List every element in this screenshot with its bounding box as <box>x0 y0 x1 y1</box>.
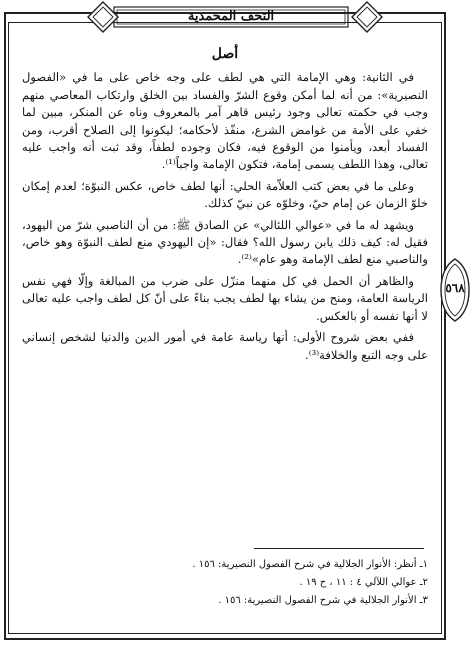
footnote: ١ـ أنظر: الأنوار الجلالية في شرح الفصول النصيرية: ١٥٦ . <box>192 559 428 570</box>
running-header-title: التحف المحمدية <box>187 9 275 24</box>
paragraph: وعلى ما في بعض كتب العلاّمة الحلي: أنها لطف خاص، عكس النبوّة؛ لعدم إمكان خلوّ الزمان عن إمام حيّ، وخلوّه عن نبيّ كذلك. <box>22 178 428 211</box>
page-body <box>22 46 428 368</box>
footnote: ٢ـ عوالي اللآلي ٤ : ١١ ، ح ١٩ . <box>299 577 428 588</box>
paragraph: ففي بعض شروح الأولى: أنها رياسة عامة في أمور الدين والدنيا لشخص إنساني على وجه التبع والخلافة⁽³⁾. <box>22 330 428 362</box>
section-title: أصل <box>211 46 239 62</box>
footnotes <box>22 556 428 610</box>
footnote-divider <box>254 548 424 549</box>
diamond-ornament-right <box>350 0 384 34</box>
page-number: ٥٦٨ <box>445 281 465 295</box>
paragraph: والظاهر أن الحمل في كل منهما منزّل على ضرب من المبالغة وإلّا فهي نفس الرياسة العامة، ومنح من يشاء بها لطف يجب بناءً على أنّ كل لطف واجب عليه تعالى لا أنها نفسه أو بالعكس. <box>22 273 428 323</box>
paragraph: في الثانية: وهي الإمامة التي هي لطف على وجه خاص على ما في «الفصول النصيرية»: من أنه لما أمكن وقوع الشرّ والفساد بين الخلق وارتكاب المعاصي منهم وجب في حكمته تعالى وجود رئيس قاهر آمر بالمعروف وناه عن المنكر، مبين لما خفي على الأمة من غوامض الشرع، منفّذ لأحكامه؛ ليكونوا إلى الصلاح أقرب، ومن الفساد أبعد، ويأمنوا من الوقوع فيه، فكان وجوده لطفاً، وقد ثبت أنه واجب عليه تعالى، وهذا اللطف يسمى إمامة، فتكون الإمامة واجباً⁽¹⁾. <box>22 70 428 172</box>
paragraph: ويشهد له ما في «عوالي اللئالي» عن الصادق ﷺ: من أن الناصبي شرّ من اليهود، فقيل له: كيف ذلك يابن رسول الله؟ فقال: «إن اليهودي منع لطف النبوّة وهو خاص، والناصبي منع لطف الإمامة وهو عام»⁽²⁾. <box>22 217 428 267</box>
diamond-ornament-left <box>86 0 120 34</box>
footnote: ٣ـ الأنوار الجلالية في شرح الفصول النصيرية: ١٥٦ . <box>218 595 428 606</box>
